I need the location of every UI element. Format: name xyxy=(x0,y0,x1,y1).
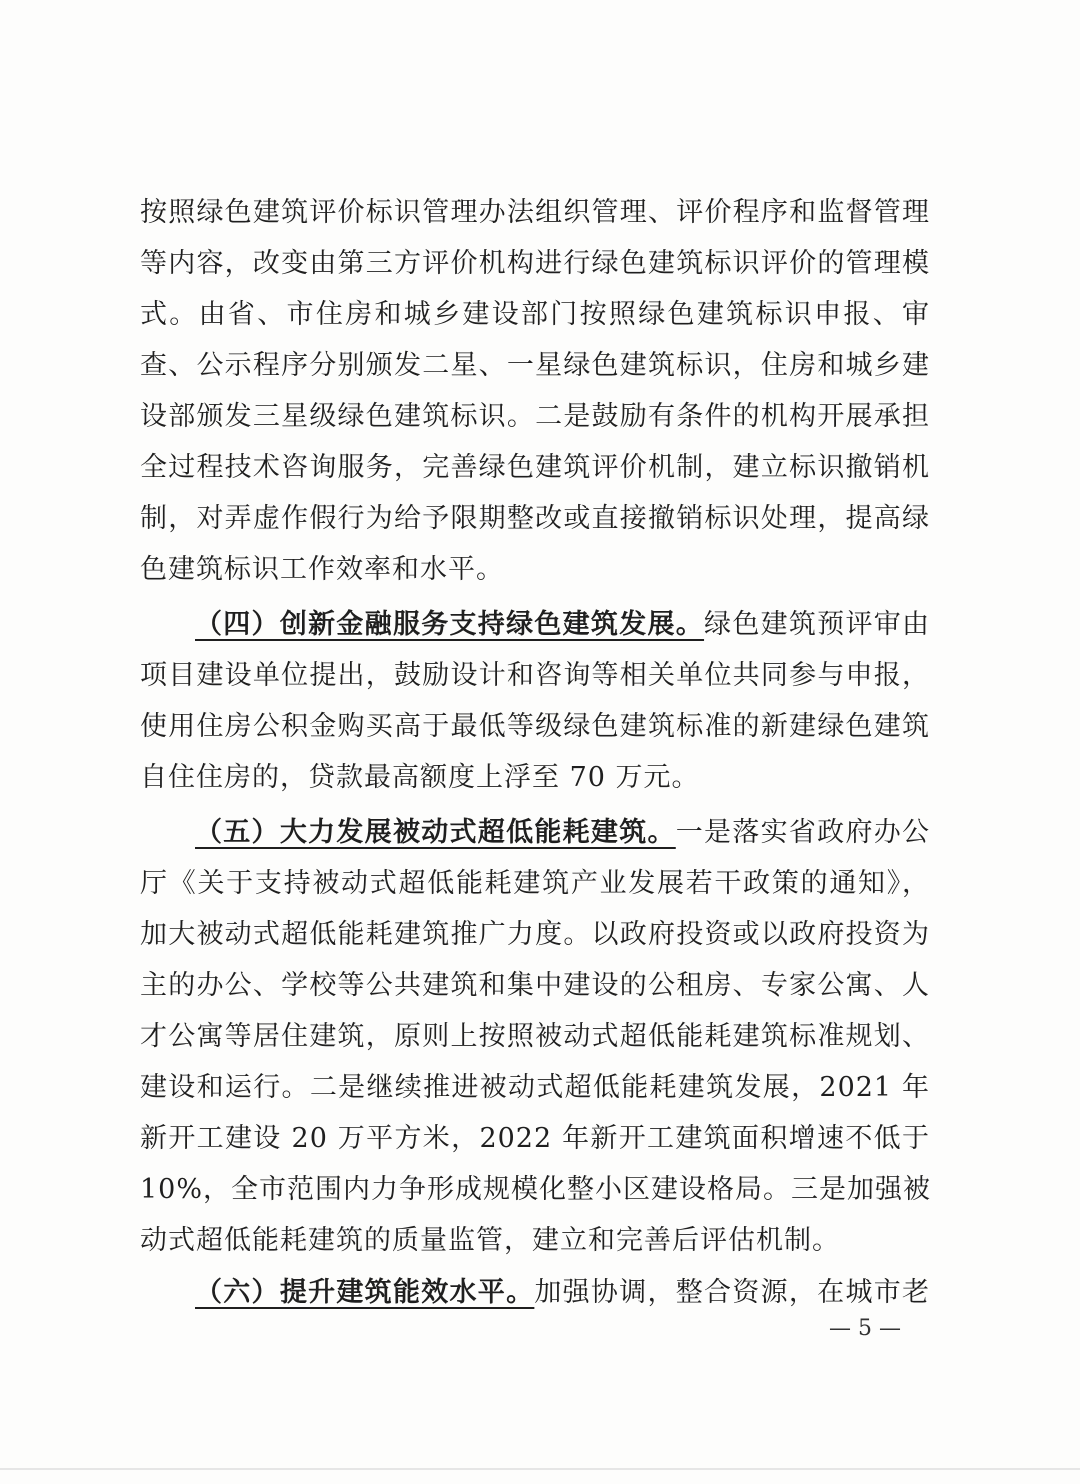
paragraph-line-17: 才公寓等居住建筑，原则上按照被动式超低能耗建筑标准规划、 xyxy=(140,1021,930,1052)
paragraph-line-1: 按照绿色建筑评价标识管理办法组织管理、评价程序和监督管理 xyxy=(140,197,930,228)
paragraph-line-11: 使用住房公积金购买高于最低等级绿色建筑标准的新建绿色建筑 xyxy=(140,711,930,742)
scan-bottom-edge xyxy=(0,1468,1080,1470)
paragraph-line-18: 建设和运行。二是继续推进被动式超低能耗建筑发展，2021 年 xyxy=(140,1072,930,1103)
section-6-lead-text: 加强协调，整合资源，在城市老 xyxy=(534,1277,931,1308)
section-4-heading: （四）创新金融服务支持绿色建筑发展。 xyxy=(195,609,705,640)
section-5-heading: （五）大力发展被动式超低能耗建筑。 xyxy=(195,817,676,848)
paragraph-line-4: 查、公示程序分别颁发二星、一星绿色建筑标识，住房和城乡建 xyxy=(140,350,930,381)
section-4-first-line xyxy=(195,605,930,645)
paragraph-line-2: 等内容，改变由第三方评价机构进行绿色建筑标识评价的管理模 xyxy=(140,248,930,279)
paragraph-line-6: 全过程技术咨询服务，完善绿色建筑评价机制，建立标识撤销机 xyxy=(140,452,930,483)
paragraph-line-14: 厅《关于支持被动式超低能耗建筑产业发展若干政策的通知》， xyxy=(140,868,930,899)
paragraph-line-12: 自住住房的，贷款最高额度上浮至 70 万元。 xyxy=(140,762,700,793)
paragraph-line-3: 式。由省、市住房和城乡建设部门按照绿色建筑标识申报、审 xyxy=(140,299,930,330)
paragraph-line-15: 加大被动式超低能耗建筑推广力度。以政府投资或以政府投资为 xyxy=(140,919,930,950)
paragraph-line-16: 主的办公、学校等公共建筑和集中建设的公租房、专家公寓、人 xyxy=(140,970,930,1001)
paragraph-line-21: 动式超低能耗建筑的质量监管，建立和完善后评估机制。 xyxy=(140,1225,840,1256)
paragraph-line-7: 制，对弄虚作假行为给予限期整改或直接撤销标识处理，提高绿 xyxy=(140,503,930,534)
section-5-first-line xyxy=(195,813,930,853)
paragraph-line-5: 设部颁发三星级绿色建筑标识。二是鼓励有条件的机构开展承担 xyxy=(140,401,930,432)
paragraph-line-10: 项目建设单位提出，鼓励设计和咨询等相关单位共同参与申报， xyxy=(140,660,930,691)
section-4-lead-text: 绿色建筑预评审由 xyxy=(704,609,931,640)
section-6-first-line xyxy=(195,1273,930,1313)
section-6-heading: （六）提升建筑能效水平。 xyxy=(195,1277,535,1308)
paragraph-line-8: 色建筑标识工作效率和水平。 xyxy=(140,554,504,585)
page-number: — 5 — xyxy=(829,1316,901,1341)
paragraph-line-19: 新开工建设 20 万平方米，2022 年新开工建筑面积增速不低于 xyxy=(140,1123,930,1154)
section-5-lead-text: 一是落实省政府办公 xyxy=(675,817,931,848)
paragraph-line-20: 10%，全市范围内力争形成规模化整小区建设格局。三是加强被 xyxy=(140,1174,932,1205)
